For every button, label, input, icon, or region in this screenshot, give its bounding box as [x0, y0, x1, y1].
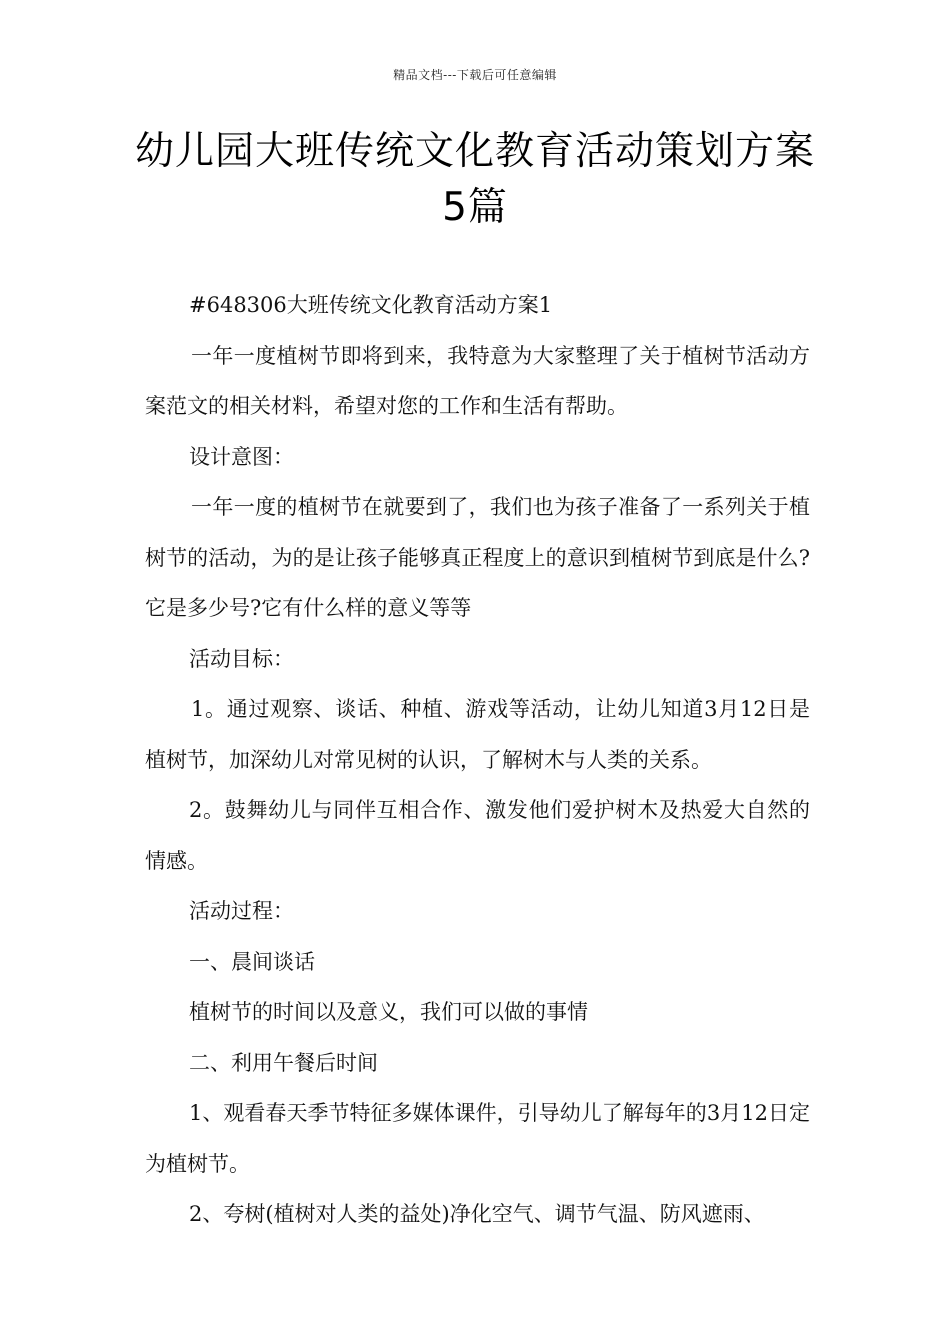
paragraph-heading: 二、利用午餐后时间	[189, 1050, 378, 1075]
document-title	[120, 124, 830, 236]
paragraph: 一年一度植树节即将到来，我特意为大家整理了关于植树节活动方案范文的相关材料，希望对您的工作和生活有帮助。	[145, 343, 810, 418]
document-title-line-1: 幼儿园大班传统文化教育活动策划方案	[134, 129, 815, 174]
section-heading: #648306大班传统文化教育活动方案1	[189, 293, 553, 317]
paragraph: 1。通过观察、谈话、种植、游戏等活动，让幼儿知道3月12日是植树节，加深幼儿对常见树的认识，了解树木与人类的关系。	[145, 697, 810, 772]
paragraph: 2。鼓舞幼儿与同伴互相合作、激发他们爱护树木及热爱大自然的情感。	[145, 798, 810, 873]
paragraph-heading: 设计意图：	[189, 444, 294, 469]
document-body	[145, 280, 810, 1240]
paragraph: 植树节的时间以及意义，我们可以做的事情	[189, 1000, 588, 1024]
paragraph-heading: 一、晨间谈话	[189, 949, 315, 974]
paragraph: 1、观看春天季节特征多媒体课件，引导幼儿了解每年的3月12日定为植树节。	[145, 1101, 810, 1176]
paragraph: 一年一度的植树节在就要到了，我们也为孩子准备了一系列关于植树节的活动，为的是让孩子能够真正程度上的意识到植树节到底是什么?它是多少号?它有什么样的意义等等	[145, 495, 810, 620]
header-note: 精品文档---下载后可任意编辑	[393, 68, 557, 82]
paragraph-heading: 活动过程：	[189, 899, 294, 923]
document-title-line-2: 5篇	[442, 185, 508, 230]
paragraph: 2、夸树(植树对人类的益处)净化空气、调节气温、防风遮雨、	[189, 1202, 765, 1226]
paragraph-heading: 活动目标：	[189, 646, 294, 671]
